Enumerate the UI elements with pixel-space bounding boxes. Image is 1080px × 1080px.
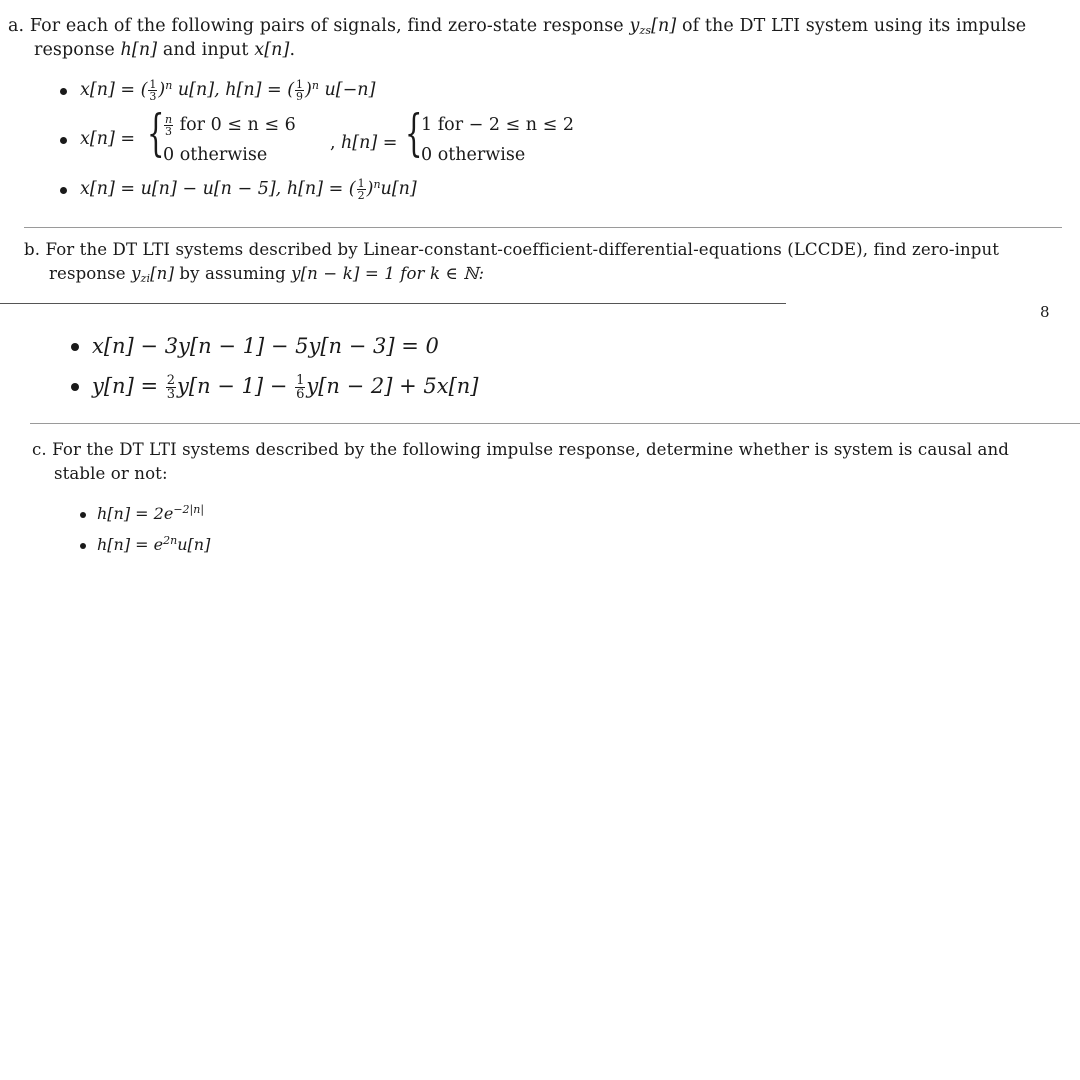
bullet: [71, 383, 79, 391]
x-case-1: $\frac{n}{3}$ for 0 ≤ n ≤ 6: [165, 113, 296, 138]
part-a-item-3: x[n] = u[n] − u[n − 5], h[n] = ( $\frac{1}{2}$ )$^n$u[n]: [80, 177, 417, 202]
fraction: $\frac{2}{3}$: [166, 373, 176, 402]
part-b-line-2: response $y_{zi}[n]$ by assuming y[n − k] = 1 for k ∈ ℕ:: [49, 264, 485, 285]
fraction: $\frac{1}{3}$: [149, 78, 157, 103]
fraction: $\frac{1}{9}$: [296, 78, 304, 103]
part-a-line-1: a. For each of the following pairs of signals, find zero-state response $y_{zs}[n]$ of the DT LTI system using its impulse: [8, 16, 1027, 37]
fraction: $\frac{1}{2}$: [357, 177, 365, 202]
bullet: [60, 187, 67, 194]
left-brace: {: [147, 104, 165, 162]
comma: ,: [330, 133, 336, 153]
bullet: [80, 512, 86, 518]
divider: [30, 423, 1080, 424]
part-a-label: a.: [8, 16, 25, 36]
part-a-item-1: x[n] = ( $\frac{1}{3}$ )$^n$ u[n], h[n] = ( $\frac{1}{9}$ )$^n$ u[−n]: [80, 78, 376, 103]
part-b-line-1: b. For the DT LTI systems described by Linear-constant-coefficient-differential-equations (LCCDE), find zero-input: [24, 240, 1000, 259]
fraction: $\frac{n}{3}$: [165, 113, 173, 138]
part-b-item-1: x[n] − 3y[n − 1] − 5y[n − 3] = 0: [92, 334, 439, 358]
page-number: 8: [1040, 303, 1050, 321]
part-c-line-2: stable or not:: [54, 464, 168, 483]
part-c-line-1: c. For the DT LTI systems described by the following impulse response, determine whether is system is causal and: [32, 440, 1009, 459]
x-case-2: 0 otherwise: [163, 145, 268, 165]
bullet: [60, 88, 67, 95]
bullet: [60, 137, 67, 144]
part-a-item-2-h-lhs: h[n] =: [341, 133, 398, 153]
part-c-label: c.: [32, 440, 47, 459]
h-case-2: 0 otherwise: [421, 145, 526, 165]
part-a-line-2: response h[n] and input x[n].: [34, 40, 296, 60]
left-brace: {: [405, 104, 423, 162]
fraction: $\frac{1}{6}$: [296, 373, 305, 402]
part-c-item-1: $h[n] = 2e^{-2|n|}$: [97, 503, 205, 523]
divider: [24, 227, 1062, 228]
part-b-label: b.: [24, 240, 41, 259]
part-a-item-2-x-lhs: x[n] =: [80, 129, 136, 149]
page-break-rule: [0, 303, 786, 304]
bullet: [71, 343, 79, 351]
part-b-item-2: y[n] = $\frac{2}{3}$ y[n − 1] − $\frac{1}{6}$ y[n − 2] + 5x[n]: [92, 373, 479, 402]
bullet: [80, 543, 86, 549]
part-c-item-2: $h[n] = e^{2n}u[n]$: [97, 534, 211, 554]
h-case-1: 1 for − 2 ≤ n ≤ 2: [421, 115, 574, 135]
